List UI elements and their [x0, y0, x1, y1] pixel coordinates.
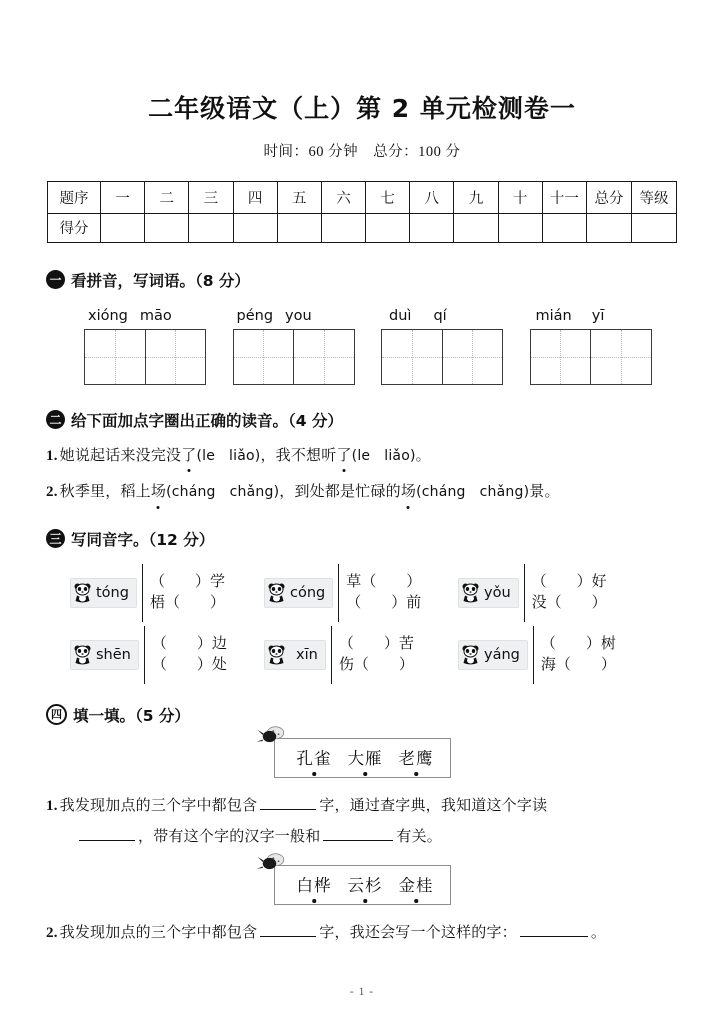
- score-cell[interactable]: [498, 213, 542, 242]
- tianzi-grid[interactable]: [381, 329, 503, 385]
- question-number: 2.: [46, 484, 58, 500]
- question-text: 秋季里，稻上: [59, 484, 151, 500]
- score-cell[interactable]: [321, 213, 365, 242]
- question-text: ，带有这个字的汉字一般和: [138, 829, 321, 845]
- pinyin-option[interactable]: liǎo: [229, 447, 255, 464]
- answer-blank[interactable]: [260, 921, 316, 937]
- homophone-pairs: [144, 626, 227, 684]
- question-text: 景。: [529, 484, 560, 500]
- word-item: 云杉: [348, 872, 383, 896]
- table-col-header: 七: [366, 181, 410, 213]
- tianzi-grid[interactable]: [530, 329, 652, 385]
- tianzi-cell[interactable]: [85, 330, 145, 384]
- section-3-title: 写同音字。（12 分）: [71, 530, 215, 549]
- homophone-pairs: [338, 564, 421, 622]
- section-1: [46, 269, 678, 385]
- pinyin-option[interactable]: le: [202, 447, 216, 464]
- tianzi-cell[interactable]: [382, 330, 442, 384]
- table-row: [48, 181, 677, 213]
- homophone-blank[interactable]: 伤（ ）: [338, 656, 414, 673]
- question-text: ，到处都是忙碌的: [279, 484, 401, 500]
- panda-icon: [267, 582, 287, 604]
- table-col-header: 十: [498, 181, 542, 213]
- homophone-pairs: [524, 564, 607, 622]
- pinyin-choice[interactable]: (cháng chǎng): [416, 484, 530, 500]
- homophone-blank[interactable]: 海（ ）: [540, 656, 616, 673]
- pinyin-writing-row: [46, 308, 678, 385]
- pinyin-label: [84, 308, 233, 324]
- panda-icon: [73, 582, 93, 604]
- panda-pinyin-tag: [458, 640, 528, 670]
- tianzi-grid[interactable]: [84, 329, 206, 385]
- table-col-header-total: 总分: [587, 181, 632, 213]
- score-cell[interactable]: [410, 213, 454, 242]
- question-text: 。: [590, 924, 607, 941]
- word-box: [274, 865, 451, 905]
- word-item: 孔雀: [297, 745, 332, 769]
- tianzi-cell[interactable]: [442, 330, 503, 384]
- section-2: [46, 409, 678, 504]
- word-item: 白桦: [297, 872, 332, 896]
- tianzi-cell[interactable]: [293, 330, 354, 384]
- section-2-header: [46, 409, 678, 431]
- tianzi-cell[interactable]: [234, 330, 294, 384]
- tianzi-cell[interactable]: [590, 330, 651, 384]
- pinyin-choice[interactable]: (le liǎo): [351, 447, 416, 464]
- section-number-badge: 三: [46, 529, 65, 548]
- answer-blank[interactable]: [323, 825, 393, 841]
- score-cell[interactable]: [454, 213, 498, 242]
- question-number: 2.: [46, 924, 58, 941]
- section-3: [46, 528, 678, 684]
- homophone-blank[interactable]: 梧（ ）: [149, 594, 225, 611]
- question-text: 字，我还会写一个这样的字：: [319, 924, 517, 941]
- table-col-header: 一: [101, 181, 145, 213]
- score-cell[interactable]: [189, 213, 233, 242]
- pinyin-label: [233, 308, 382, 324]
- panda-icon: [267, 644, 287, 666]
- table-col-header-grade: 等级: [632, 181, 677, 213]
- table-col-header: 九: [454, 181, 498, 213]
- section-number-badge: 二: [46, 410, 65, 429]
- pinyin-syllable: péng: [236, 307, 274, 324]
- section-number-badge: 四: [46, 704, 67, 725]
- tianzi-cell[interactable]: [531, 330, 591, 384]
- answer-blank[interactable]: [520, 921, 588, 937]
- pinyin-label: [530, 308, 679, 324]
- table-row: [48, 213, 677, 242]
- section-4-header: [46, 704, 678, 726]
- pinyin-syllable: duì: [389, 307, 412, 324]
- dotted-char: 了: [181, 445, 196, 468]
- tianzi-cell[interactable]: [145, 330, 206, 384]
- question-text: 我发现加点的三个字中都包含: [59, 924, 258, 941]
- homophone-blank[interactable]: （ ）前: [346, 594, 422, 611]
- score-cell[interactable]: [542, 213, 586, 242]
- question-line: [46, 794, 678, 818]
- panda-pinyin-tag: [70, 640, 139, 670]
- homophone-item: [458, 626, 652, 684]
- pinyin-option[interactable]: chǎng: [229, 484, 274, 500]
- answer-blank[interactable]: [260, 794, 316, 810]
- table-row-label: 得分: [48, 213, 101, 242]
- pinyin-writing-item: [530, 308, 679, 385]
- question-text: 。: [415, 447, 431, 464]
- panda-pinyin: tóng: [96, 584, 129, 601]
- score-cell[interactable]: [145, 213, 189, 242]
- score-table: [47, 181, 677, 243]
- homophone-item: [70, 626, 264, 684]
- pinyin-writing-item: [381, 308, 530, 385]
- pinyin-option[interactable]: liǎo: [384, 447, 410, 464]
- homophone-row: [70, 626, 678, 684]
- homophone-blank[interactable]: （ ）树: [540, 636, 616, 652]
- pinyin-writing-item: [84, 308, 233, 385]
- question-text: 她说起话来没完没: [59, 447, 182, 464]
- word-box-wrap: [46, 865, 678, 905]
- question-text: 有关。: [396, 829, 443, 845]
- table-col-header: 二: [145, 181, 189, 213]
- score-cell-grade[interactable]: [632, 213, 677, 242]
- panda-pinyin: xīn: [296, 646, 318, 663]
- exam-subtitle: 时间：60 分钟 总分：100 分: [263, 143, 461, 160]
- score-cell[interactable]: [233, 213, 277, 242]
- section-1-title: 看拼音，写词语。（8 分）: [71, 271, 250, 290]
- panda-icon: [73, 644, 93, 666]
- answer-blank[interactable]: [79, 825, 135, 841]
- pinyin-label: [381, 308, 530, 324]
- pinyin-option[interactable]: chǎng: [479, 484, 524, 500]
- question-line: [46, 825, 678, 849]
- homophone-pairs: [533, 626, 616, 684]
- homophone-blank[interactable]: （ ）好: [531, 574, 607, 590]
- homophone-blank[interactable]: （ ）处: [151, 656, 227, 673]
- pinyin-choice[interactable]: (le liǎo): [196, 447, 261, 464]
- word-item: 老鹰: [399, 745, 434, 769]
- page-number: - 1 -: [349, 986, 375, 998]
- section-2-title: 给下面加点字圈出正确的读音。（4 分）: [71, 411, 343, 430]
- panda-pinyin-tag: [264, 578, 333, 608]
- dotted-char: 场: [401, 481, 416, 504]
- section-1-header: [46, 269, 678, 291]
- homophone-blank[interactable]: （ ）苦: [338, 636, 414, 652]
- table-col-header: 十一: [542, 181, 586, 213]
- homophone-item: [458, 564, 652, 622]
- homophone-item: [264, 564, 458, 622]
- question-line: [46, 921, 678, 945]
- homophone-grid: [46, 564, 678, 684]
- table-col-header: 四: [233, 181, 277, 213]
- score-cell-total[interactable]: [587, 213, 632, 242]
- panda-pinyin: cóng: [290, 584, 326, 601]
- panda-pinyin-tag: [264, 640, 326, 670]
- word-item: 金桂: [399, 872, 434, 896]
- score-cell[interactable]: [366, 213, 410, 242]
- score-cell[interactable]: [277, 213, 321, 242]
- table-col-header: 三: [189, 181, 233, 213]
- question-text: 我发现加点的三个字中都包含: [59, 797, 258, 814]
- pinyin-syllable: mián: [535, 307, 572, 324]
- page-title: 二年级语文（上）第 2 单元检测卷一: [148, 94, 576, 123]
- pinyin-writing-item: [233, 308, 382, 385]
- pinyin-syllable: qí: [433, 307, 447, 324]
- bee-icon: [253, 724, 289, 752]
- pinyin-syllable: xióng: [88, 307, 128, 324]
- bee-icon: [253, 851, 289, 879]
- section-number-badge: 一: [46, 270, 65, 289]
- word-item: 大雁: [348, 745, 383, 769]
- panda-icon: [461, 582, 481, 604]
- homophone-blank[interactable]: （ ）边: [151, 636, 227, 652]
- question-text: ，我不想听: [260, 447, 337, 464]
- homophone-blank[interactable]: 草（ ）: [346, 574, 422, 590]
- table-col-header: 八: [410, 181, 454, 213]
- homophone-item: [264, 626, 458, 684]
- panda-pinyin: shēn: [96, 646, 131, 663]
- homophone-item: [70, 564, 264, 622]
- panda-pinyin-tag: [70, 578, 137, 608]
- pinyin-syllable: you: [285, 307, 312, 324]
- panda-pinyin-tag: [458, 578, 519, 608]
- word-box-wrap: [46, 738, 678, 778]
- pinyin-choice[interactable]: (cháng chǎng): [166, 484, 280, 500]
- question-number: 1.: [46, 797, 58, 814]
- panda-pinyin: yǒu: [484, 584, 511, 601]
- homophone-row: [70, 564, 678, 622]
- section-4: [46, 704, 678, 945]
- homophone-blank[interactable]: 没（ ）: [531, 594, 607, 611]
- question-number: 1.: [46, 447, 58, 464]
- tianzi-grid[interactable]: [233, 329, 355, 385]
- table-row-label: 题序: [48, 181, 101, 213]
- panda-icon: [461, 644, 481, 666]
- dotted-char: 场: [151, 481, 166, 504]
- homophone-blank[interactable]: （ ）学: [149, 574, 225, 590]
- pinyin-option[interactable]: cháng: [171, 484, 216, 500]
- pinyin-option[interactable]: cháng: [421, 484, 466, 500]
- table-col-header: 五: [277, 181, 321, 213]
- pinyin-syllable: yī: [591, 307, 605, 324]
- word-box: [274, 738, 451, 778]
- pinyin-option[interactable]: le: [357, 447, 371, 464]
- section-3-header: [46, 528, 678, 550]
- pinyin-syllable: māo: [139, 307, 172, 324]
- question-line: [46, 445, 678, 468]
- score-cell[interactable]: [101, 213, 145, 242]
- dotted-char: 了: [336, 445, 351, 468]
- question-line: [46, 481, 678, 504]
- homophone-pairs: [142, 564, 225, 622]
- panda-pinyin: yáng: [484, 646, 520, 663]
- question-text: 字，通过查字典，我知道这个字读: [319, 797, 548, 814]
- homophone-pairs: [331, 626, 414, 684]
- table-col-header: 六: [321, 181, 365, 213]
- section-4-title: 填一填。（5 分）: [73, 706, 190, 725]
